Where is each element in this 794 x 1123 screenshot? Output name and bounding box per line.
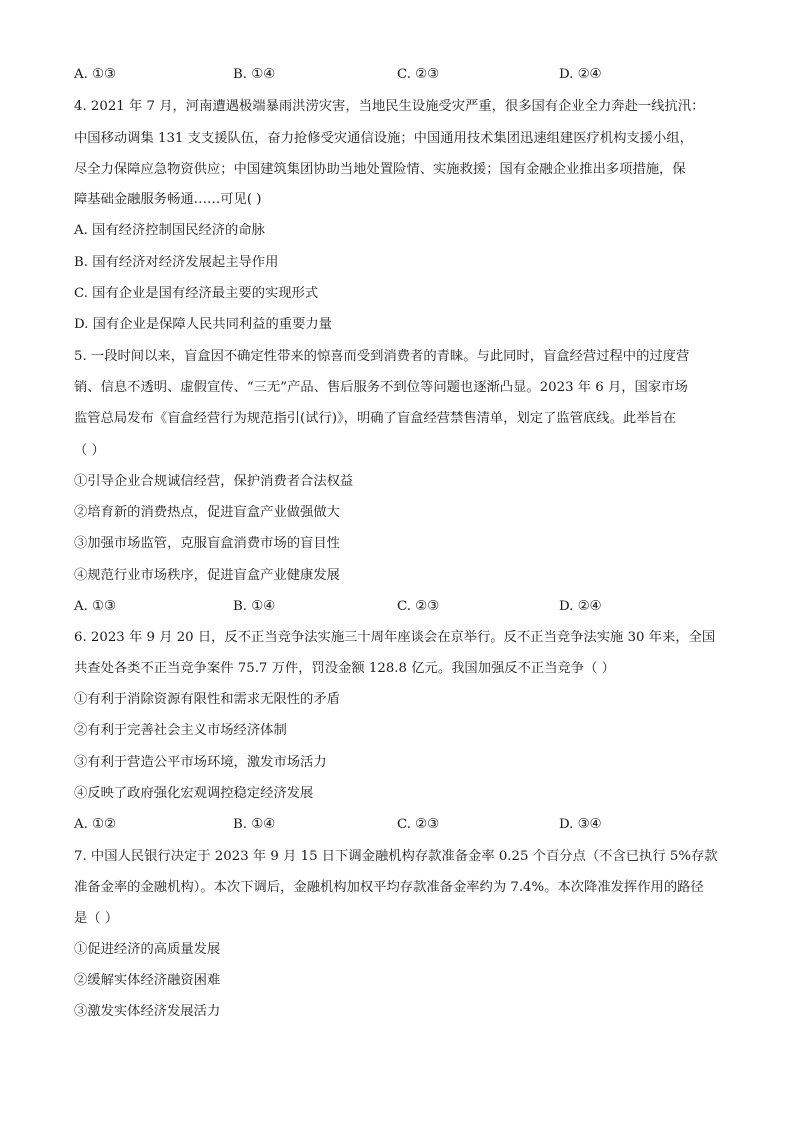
option-a: A. ①③: [74, 67, 116, 82]
q4-stem-line: 尽全力保障应急物资供应；中国建筑集团协助当地处置险情、实施救援；国有金融企业推出多项措施，保: [74, 162, 686, 177]
option-b: B. ①④: [233, 599, 276, 614]
q6-item-1: ①有利于消除资源有限性和需求无限性的矛盾: [74, 692, 340, 707]
option-a: A. ①③: [74, 599, 116, 614]
q7-item-3: ③激发实体经济发展活力: [74, 1004, 221, 1019]
q4-option-d: D. 国有企业是保障人民共同利益的重要力量: [74, 317, 332, 332]
q4-stem-line: 中国移动调集 131 支支援队伍，奋力抢修受灾通信设施；中国通用技术集团迅速组建医疗机构支援小组，: [74, 131, 693, 146]
q5-item-2: ②培育新的消费热点，促进盲盒产业做强做大: [74, 505, 340, 520]
q6-item-3: ③有利于营造公平市场环境，激发市场活力: [74, 755, 327, 770]
option-c: C. ②③: [397, 817, 439, 832]
option-d: D. ②④: [559, 599, 602, 614]
option-b: B. ①④: [233, 67, 276, 82]
q4-stem-line: 4. 2021 年 7 月，河南遭遇极端暴雨洪涝灾害，当地民生设施受灾严重，很多国有企业全力奔赴一线抗汛：: [74, 99, 705, 114]
q7-item-2: ②缓解实体经济融资困难: [74, 973, 221, 988]
q4-option-b: B. 国有经济对经济发展起主导作用: [74, 255, 279, 270]
q5-options: [74, 597, 714, 617]
q5-item-1: ①引导企业合规诚信经营，保护消费者合法权益: [74, 474, 354, 489]
q6-item-4: ④反映了政府强化宏观调控稳定经济发展: [74, 786, 314, 801]
q6-stem-line: 共查处各类不正当竞争案件 75.7 万件，罚没金额 128.8 亿元。我国加强反不正当竞争（ ）: [74, 661, 615, 676]
q6-options: [74, 815, 714, 835]
option-d: D. ②④: [559, 67, 602, 82]
q5-item-3: ③加强市场监管，克服盲盒消费市场的盲目性: [74, 536, 340, 551]
q6-stem-line: 6. 2023 年 9 月 20 日，反不正当竞争法实施三十周年座谈会在京举行。反不正当竞争法实施 30 年来，全国: [74, 630, 716, 645]
q7-stem-line: 是（ ）: [74, 911, 119, 926]
q6-item-2: ②有利于完善社会主义市场经济体制: [74, 723, 287, 738]
option-a: A. ①②: [74, 817, 116, 832]
q4-option-a: A. 国有经济控制国民经济的命脉: [74, 223, 265, 238]
q7-stem-line: 7. 中国人民银行决定于 2023 年 9 月 15 日下调金融机构存款准备金率 0.25 个百分点（不含已执行 5%存款: [74, 849, 718, 864]
q5-stem-line: 5. 一段时间以来，盲盒因不确定性带来的惊喜而受到消费者的青睐。与此同时，盲盒经营过程中的过度营: [74, 349, 690, 364]
q4-stem-line: 障基础金融服务畅通……可见( ): [74, 192, 262, 207]
option-b: B. ①④: [233, 817, 276, 832]
q7-stem-line: 准备金率的金融机构）。本次下调后，金融机构加权平均存款准备金率约为 7.4%。本次降准发挥作用的路径: [74, 880, 704, 895]
q5-stem-line: （ ）: [74, 443, 105, 458]
q7-item-1: ①促进经济的高质量发展: [74, 942, 221, 957]
option-c: C. ②③: [397, 599, 439, 614]
q4-option-c: C. 国有企业是国有经济最主要的实现形式: [74, 286, 319, 301]
q5-stem-line: 监管总局发布《盲盒经营行为规范指引(试行)》，明确了盲盒经营禁售清单，划定了监管底线。此举旨在: [74, 411, 677, 426]
q3-options: [74, 65, 714, 85]
option-c: C. ②③: [397, 67, 439, 82]
q5-stem-line: 销、信息不透明、虚假宣传、“三无”产品、售后服务不到位等问题也逐渐凸显。2023 年 6 月，国家市场: [74, 380, 688, 395]
q5-item-4: ④规范行业市场秩序，促进盲盒产业健康发展: [74, 568, 340, 583]
option-d: D. ③④: [559, 817, 602, 832]
